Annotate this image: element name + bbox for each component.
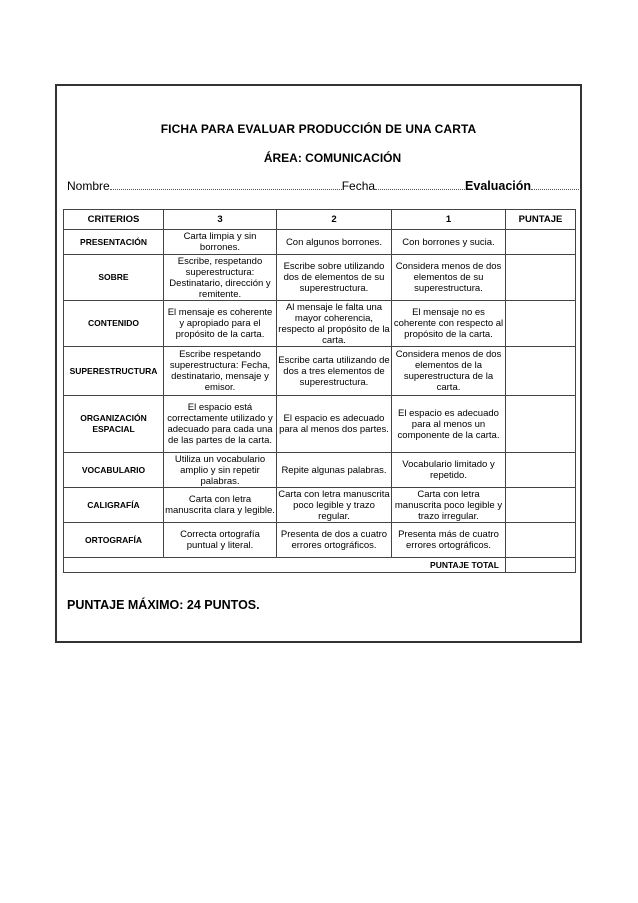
column-header: PUNTAJE [506,210,576,230]
total-label: PUNTAJE TOTAL [64,558,506,573]
column-header: 3 [164,210,277,230]
level-2-cell: El espacio es adecuado para al menos dos partes. [277,396,392,453]
criterion-cell: VOCABULARIO [64,453,164,488]
table-row [64,230,576,255]
table-row [64,396,576,453]
level-3-cell: Utiliza un vocabulario amplio y sin repetir palabras. [164,453,277,488]
score-cell[interactable] [506,396,576,453]
level-2-cell: Carta con letra manuscrita poco legible y trazo regular. [278,488,390,522]
level-3-cell: El espacio está correctamente utilizado y adecuado para cada una de las partes de la carta. [164,396,277,453]
level-3-cell: Carta con letra manuscrita clara y legible. [164,488,277,523]
level-1-cell: Presenta más de cuatro errores ortográficos. [392,523,506,558]
table-row [64,347,576,396]
column-header: 2 [277,210,392,230]
score-cell[interactable] [506,255,576,301]
fecha-label: Fecha [341,179,376,193]
criterion-cell: CALIGRAFÍA [64,488,164,523]
level-3-cell: El mensaje es coherente y apropiado para el propósito de la carta. [164,301,277,347]
level-3-cell: Correcta ortografía puntual y literal. [164,523,277,558]
total-row [64,558,576,573]
nombre-field[interactable] [110,179,342,190]
criterion-cell: SUPERESTRUCTURA [64,347,164,396]
level-2-cell: Presenta de dos a cuatro errores ortográficos. [277,523,392,558]
column-header: 1 [392,210,506,230]
level-1-cell: El mensaje no es coherente con respecto al propósito de la carta. [392,301,506,347]
criterion-cell: CONTENIDO [64,301,164,347]
column-header: CRITERIOS [64,210,164,230]
score-cell[interactable] [506,347,576,396]
fecha-field[interactable] [375,179,465,190]
table-row [64,488,576,523]
student-fields [67,179,582,195]
criterion-cell: ORGANIZACIÓN ESPACIAL [64,396,164,453]
level-3-cell: Escribe respetando superestructura: Fecha, destinatario, mensaje y emisor. [164,347,277,396]
score-cell[interactable] [506,453,576,488]
criterion-cell: SOBRE [64,255,164,301]
table-row [64,255,576,301]
level-3-cell: Carta limpia y sin borrones. [164,230,277,255]
score-cell[interactable] [506,301,576,347]
score-cell[interactable] [506,230,576,255]
table-header-row [64,210,576,230]
score-cell[interactable] [506,488,576,523]
page-title: FICHA PARA EVALUAR PRODUCCIÓN DE UNA CARTA [160,122,477,136]
level-1-cell: Considera menos de dos elementos de la superestructura de la carta. [392,347,506,396]
level-2-cell: Escribe carta utilizando de dos a tres elementos de superestructura. [277,347,392,396]
total-score-cell[interactable] [506,558,576,573]
score-cell[interactable] [506,523,576,558]
level-2-cell: Al mensaje le falta una mayor coherencia, respecto al propósito de la carta. [278,301,390,346]
level-3-cell: Escribe, respetando superestructura: Destinatario, dirección y remitente. [164,255,277,301]
level-1-cell: Con borrones y sucia. [392,230,506,255]
table-row [64,523,576,558]
page-subtitle: ÁREA: COMUNICACIÓN [263,151,402,165]
criterion-cell: ORTOGRAFÍA [64,523,164,558]
level-1-cell: Carta con letra manuscrita poco legible y trazo irregular. [392,488,506,523]
level-2-cell: Escribe sobre utilizando dos de elementos de su superestructura. [277,255,392,301]
level-2-cell: Repite algunas palabras. [277,453,392,488]
max-score-note: PUNTAJE MÁXIMO: 24 PUNTOS. [67,598,260,612]
level-1-cell: Considera menos de dos elementos de su superestructura. [392,255,506,301]
table-row [64,453,576,488]
rubric-table [63,209,576,573]
evaluacion-label: Evaluación [465,179,532,193]
level-1-cell: El espacio es adecuado para al menos un componente de la carta. [392,396,506,453]
table-row [64,301,576,347]
level-1-cell: Vocabulario limitado y repetido. [392,453,506,488]
evaluation-sheet [55,84,582,643]
level-2-cell: Con algunos borrones. [277,230,392,255]
criterion-cell: PRESENTACIÓN [64,230,164,255]
nombre-label: Nombre [67,179,110,193]
evaluacion-field[interactable] [531,179,582,190]
